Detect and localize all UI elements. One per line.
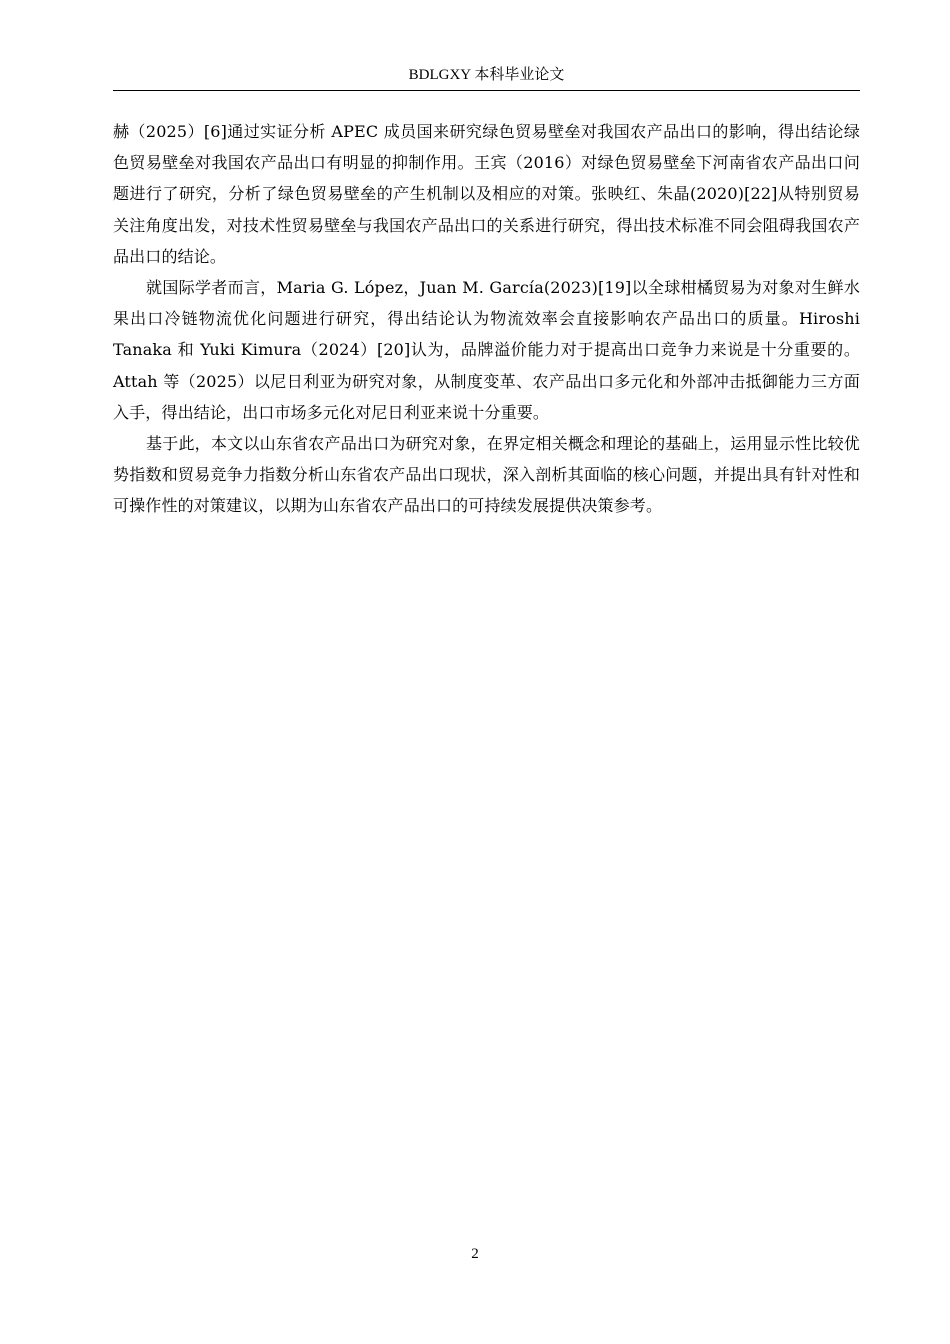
paragraph-research-approach: 基于此，本文以山东省农产品出口为研究对象，在界定相关概念和理论的基础上，运用显示性比较优势指数和贸易竞争力指数分析山东省农产品出口现状，深入剖析其面临的核心问题，并提出具有针对性和可操作性的对策建议，以期为山东省农产品出口的可持续发展提供决策参考。 [113, 434, 860, 516]
paragraph-continued-literature-review: 赫（2025）[6]通过实证分析 APEC 成员国来研究绿色贸易壁垒对我国农产品出口的影响，得出结论绿色贸易壁垒对我国农产品出口有明显的抑制作用。王宾（2016）对绿色贸易壁垒下河南省农产品出口问题进行了研究，分析了绿色贸易壁垒的产生机制以及相应的对策。张映红、朱晶(2020)[22]从特别贸易关注角度出发，对技术性贸易壁垒与我国农产品出口的关系进行研究，得出技术标准不同会阻碍我国农产品出口的结论。 [113, 122, 860, 266]
running-header: BDLGXY 本科毕业论文 [113, 64, 860, 91]
page-number: 2 [471, 1246, 479, 1262]
paragraph-international-scholars: 就国际学者而言，Maria G. López，Juan M. García(2023)[19]以全球柑橘贸易为对象对生鲜水果出口冷链物流优化问题进行研究，得出结论认为物流效率会直接影响农产品出口的质量。Hiroshi Tanaka 和 Yuki Kimura（2024）[20]认为，品牌溢价能力对于提高出口竞争力来说是十分重要的。Attah 等（2025）以尼日利亚为研究对象，从制度变革、农产品出口多元化和外部冲击抵御能力三方面入手，得出结论，出口市场多元化对尼日利亚来说十分重要。 [113, 278, 860, 422]
body-text [113, 116, 860, 522]
